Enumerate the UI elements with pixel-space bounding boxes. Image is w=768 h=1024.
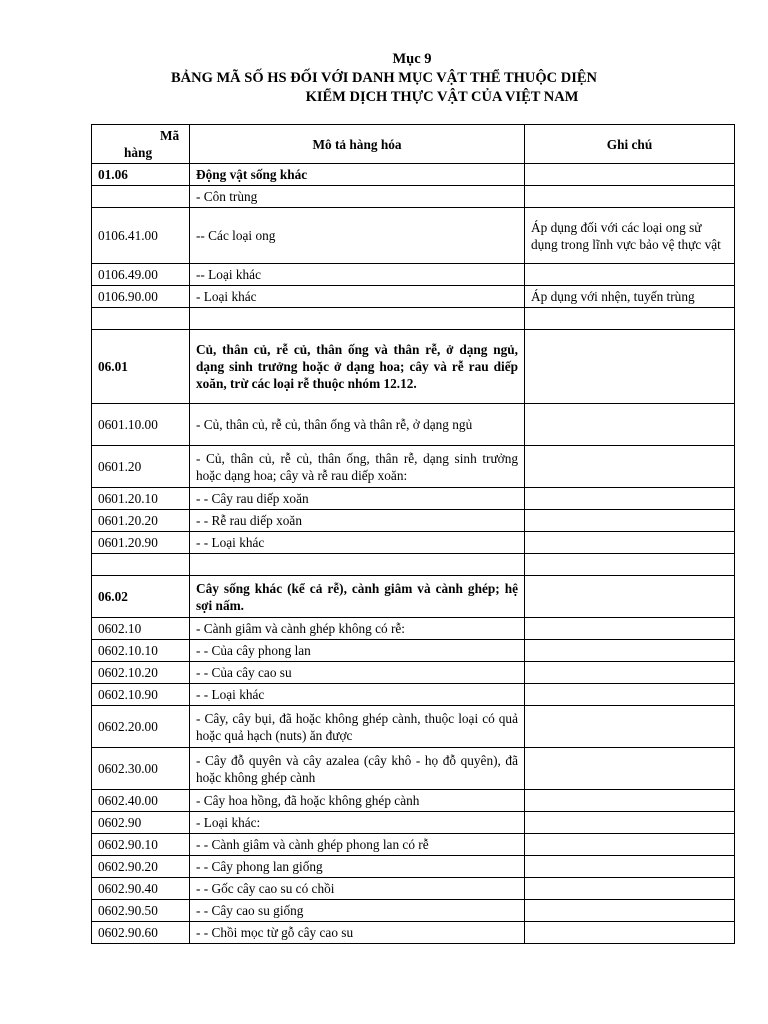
hs-code-table <box>91 124 735 944</box>
table-row <box>92 834 735 856</box>
table-row <box>92 164 735 186</box>
cell-code: 0602.20.00 <box>92 706 190 748</box>
cell-note <box>525 640 735 662</box>
cell-note <box>525 856 735 878</box>
cell-code: 0602.10 <box>92 618 190 640</box>
cell-code <box>92 186 190 208</box>
cell-code: 0602.90.60 <box>92 922 190 944</box>
table-row <box>92 640 735 662</box>
cell-description: Củ, thân củ, rễ củ, thân ống và thân rễ, ở dạng ngủ, dạng sinh trưởng hoặc ở dạng hoa; cây và rễ rau diếp xoăn, trừ các loại rễ thuộc nhóm 12.12. <box>190 330 525 404</box>
cell-code: 0602.10.10 <box>92 640 190 662</box>
cell-code: 06.02 <box>92 576 190 618</box>
table-row <box>92 186 735 208</box>
cell-code: 0106.90.00 <box>92 286 190 308</box>
cell-description: - Cây, cây bụi, đã hoặc không ghép cành, thuộc loại có quả hoặc quả hạch (nuts) ăn được <box>190 706 525 748</box>
cell-code <box>92 308 190 330</box>
table-row <box>92 812 735 834</box>
table-row <box>92 748 735 790</box>
cell-code: 0602.90.10 <box>92 834 190 856</box>
cell-code: 0602.90.20 <box>92 856 190 878</box>
cell-description <box>190 554 525 576</box>
cell-code: 0602.30.00 <box>92 748 190 790</box>
table-row <box>92 488 735 510</box>
cell-description: Động vật sống khác <box>190 164 525 186</box>
cell-code: 0106.41.00 <box>92 208 190 264</box>
cell-note <box>525 576 735 618</box>
cell-note <box>525 404 735 446</box>
table-header-row <box>92 125 735 164</box>
table-row <box>92 684 735 706</box>
table-row <box>92 618 735 640</box>
cell-note <box>525 662 735 684</box>
cell-note <box>525 264 735 286</box>
table-row <box>92 878 735 900</box>
cell-description: - Củ, thân củ, rễ củ, thân ống, thân rễ, dạng sinh trưởng hoặc dạng hoa; cây và rễ rau diếp xoăn: <box>190 446 525 488</box>
cell-code: 0601.20 <box>92 446 190 488</box>
table-row <box>92 510 735 532</box>
cell-note <box>525 308 735 330</box>
cell-description <box>190 308 525 330</box>
cell-description: - Cây đỗ quyên và cây azalea (cây khô - họ đỗ quyên), đã hoặc không ghép cành <box>190 748 525 790</box>
table-row <box>92 286 735 308</box>
cell-description: - Loại khác <box>190 286 525 308</box>
cell-code: 0601.20.10 <box>92 488 190 510</box>
cell-code: 0601.10.00 <box>92 404 190 446</box>
cell-code: 0602.10.20 <box>92 662 190 684</box>
cell-description: -- Loại khác <box>190 264 525 286</box>
cell-description: - - Cây rau diếp xoăn <box>190 488 525 510</box>
table-row <box>92 922 735 944</box>
table-row <box>92 576 735 618</box>
cell-code: 0106.49.00 <box>92 264 190 286</box>
cell-note <box>525 554 735 576</box>
cell-code: 0601.20.20 <box>92 510 190 532</box>
section-number: Mục 9 <box>392 51 432 67</box>
table-row <box>92 330 735 404</box>
cell-note <box>525 900 735 922</box>
header-code: Mã hàng <box>92 125 190 164</box>
table-row <box>92 790 735 812</box>
cell-description: - - Loại khác <box>190 684 525 706</box>
document-title-line-2: KIỂM DỊCH THỰC VẬT CỦA VIỆT NAM <box>305 89 579 105</box>
cell-code: 0601.20.90 <box>92 532 190 554</box>
table-row <box>92 856 735 878</box>
cell-description: - - Cây cao su giống <box>190 900 525 922</box>
cell-code: 0602.10.90 <box>92 684 190 706</box>
cell-description: - - Loại khác <box>190 532 525 554</box>
cell-description: - Loại khác: <box>190 812 525 834</box>
cell-code: 01.06 <box>92 164 190 186</box>
table-row-empty <box>92 554 735 576</box>
cell-code: 0602.90.50 <box>92 900 190 922</box>
cell-note <box>525 790 735 812</box>
cell-note <box>525 510 735 532</box>
cell-description: - - Chồi mọc từ gỗ cây cao su <box>190 922 525 944</box>
table-row <box>92 208 735 264</box>
table-row <box>92 662 735 684</box>
cell-note <box>525 812 735 834</box>
cell-code <box>92 554 190 576</box>
header-note: Ghi chú <box>525 125 735 164</box>
cell-note <box>525 878 735 900</box>
header-description: Mô tả hàng hóa <box>190 125 525 164</box>
cell-note <box>525 488 735 510</box>
cell-description: - - Cành giâm và cành ghép phong lan có rễ <box>190 834 525 856</box>
cell-note <box>525 330 735 404</box>
cell-note <box>525 684 735 706</box>
cell-note <box>525 706 735 748</box>
table-row <box>92 706 735 748</box>
cell-note <box>525 532 735 554</box>
cell-code: 0602.90.40 <box>92 878 190 900</box>
cell-note <box>525 618 735 640</box>
table-row <box>92 264 735 286</box>
cell-description: - Cây hoa hồng, đã hoặc không ghép cành <box>190 790 525 812</box>
cell-description: - - Rễ rau diếp xoăn <box>190 510 525 532</box>
cell-description: -- Các loại ong <box>190 208 525 264</box>
table-row-empty <box>92 308 735 330</box>
cell-code: 06.01 <box>92 330 190 404</box>
cell-note <box>525 164 735 186</box>
cell-note <box>525 446 735 488</box>
cell-note <box>525 748 735 790</box>
cell-description: - - Cây phong lan giống <box>190 856 525 878</box>
cell-description: - - Gốc cây cao su có chồi <box>190 878 525 900</box>
cell-code: 0602.90 <box>92 812 190 834</box>
table-row <box>92 532 735 554</box>
cell-description: - - Của cây cao su <box>190 662 525 684</box>
cell-note <box>525 922 735 944</box>
table-row <box>92 446 735 488</box>
cell-code: 0602.40.00 <box>92 790 190 812</box>
cell-description: - Củ, thân củ, rễ củ, thân ống và thân rễ, ở dạng ngủ <box>190 404 525 446</box>
cell-description: - Côn trùng <box>190 186 525 208</box>
document-title-line-1: BẢNG MÃ SỐ HS ĐỐI VỚI DANH MỤC VẬT THỂ THUỘC DIỆN <box>170 70 598 86</box>
document-heading <box>0 50 768 107</box>
cell-note <box>525 186 735 208</box>
cell-description: Cây sống khác (kể cả rễ), cành giâm và cành ghép; hệ sợi nấm. <box>190 576 525 618</box>
cell-note: Áp dụng với nhện, tuyến trùng <box>525 286 735 308</box>
cell-description: - - Của cây phong lan <box>190 640 525 662</box>
cell-description: - Cành giâm và cành ghép không có rễ: <box>190 618 525 640</box>
table-row <box>92 900 735 922</box>
table-row <box>92 404 735 446</box>
cell-note: Áp dụng đối với các loại ong sử dụng trong lĩnh vực bảo vệ thực vật <box>525 208 735 264</box>
cell-note <box>525 834 735 856</box>
